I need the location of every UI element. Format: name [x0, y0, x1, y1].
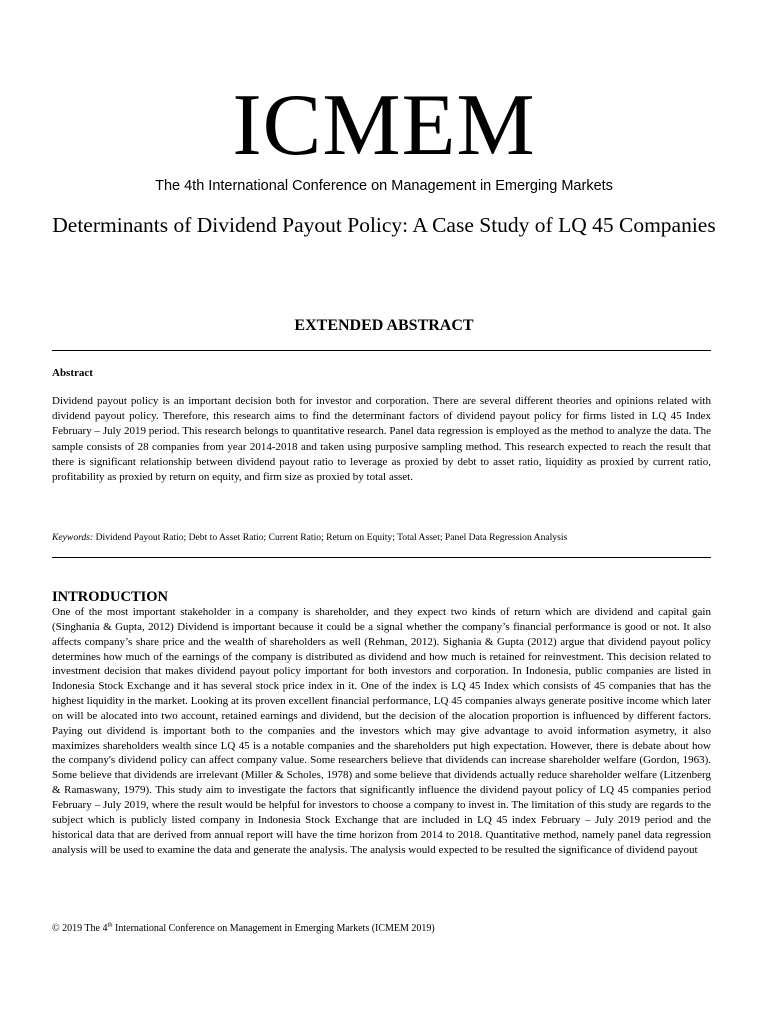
- footer-prefix: © 2019 The 4: [52, 923, 108, 934]
- keywords-label: Keywords:: [52, 532, 94, 543]
- keywords-line: [52, 531, 711, 544]
- conference-name: The 4th International Conference on Management in Emerging Markets: [155, 178, 613, 194]
- footer-superscript: th: [107, 921, 113, 929]
- bottom-divider: [52, 557, 711, 558]
- copyright-footer: [52, 922, 435, 935]
- footer-suffix: International Conference on Management in Emerging Markets (ICMEM 2019): [112, 923, 435, 934]
- paper-title: Determinants of Dividend Payout Policy: A Case Study of LQ 45 Companies: [52, 213, 716, 237]
- keywords-text: Dividend Payout Ratio; Debt to Asset Ratio; Current Ratio; Return on Equity; Total Asset; Panel Data Regression Analysis: [95, 532, 568, 543]
- conference-logo-text: ICMEM: [232, 77, 536, 174]
- abstract-body: Dividend payout policy is an important decision both for investor and corporation. There are several different theories and opinions related with dividend payout policy. Therefore, this research aims to find the determinant factors of dividend payout policy for firms listed in LQ 45 Index February – July 2019 period. This research belongs to quantitative research. Panel data regression is employed as the method to analyze the data. The sample consists of 28 companies from year 2014-2018 and taken using purposive sampling method. This research expected to reach the result that there is significant relationship between dividend payout ratio to leverage as proxied by debt to asset ratio, liquidity as proxied by current ratio, profitability as proxied by return on equity, and firm size as proxied by total asset.: [52, 395, 711, 484]
- abstract-heading: Abstract: [52, 367, 93, 379]
- introduction-body: One of the most important stakeholder in a company is shareholder, and they expect two kinds of return which are dividend and capital gain (Singhania & Gupta, 2012) Dividend is important because it could be a signal whether the company’s financial performance is good or not. It also affects company’s share price and the wealth of shareholders as well (Rehman, 2012). Sighania & Gupta (2012) argue that dividend payout policy determines how much of the earnings of the company is distributed as dividend and how much is retained for reinvestment. This decision related to investment decision that makes dividend payout policy important for both investors and corporation. In Indonesia, public companies are listed in Indonesia Stock Exchange and it has several stock price index in it. One of the index is LQ 45 Index which consists of 45 companies that has the highest liquidity in the market. Looking at its proven excellent financial performance, LQ 45 companies always generate positive income which later on will be alocated into two account, retained earnings and dividend, but the decision of the alocation proportion is influenced by different factors. Paying out dividend is important both to the companies and the investors which may give advantage to avoid information asymetry, it also maximizes shareholders wealth since LQ 45 is a notable companies and the shareholders put high expectation. However, there is debate about how the company's dividend policy can affect company value. Some researchers believe that dividends can increase shareholder welfare (Gordon, 1963). Some believe that dividends are irrelevant (Miller & Scholes, 1978) and some believe that dividends actually reduce shareholder welfare (Litzenberg & Ramaswany, 1979). This study aim to investigate the factors that significantly influence the dividend payout policy of LQ 45 companies period February – July 2019, where the result would be helpful for investors to choose a company to invest in. The limitation of this study are regards to the subject which is publicly listed company in Indonesia Stock Exchange that are included in LQ 45 index February – July 2019 period and the historical data that are derived from annual report will have the time horizon from 2014 to 2018. Quantitative method, namely panel data regression analysis will be used to examine the data and generate the analysis. The analysis would expected to be resulted the significance of dividend payout: [52, 606, 711, 856]
- top-divider: [52, 350, 711, 351]
- section-label: EXTENDED ABSTRACT: [294, 317, 474, 334]
- introduction-heading: INTRODUCTION: [52, 589, 169, 605]
